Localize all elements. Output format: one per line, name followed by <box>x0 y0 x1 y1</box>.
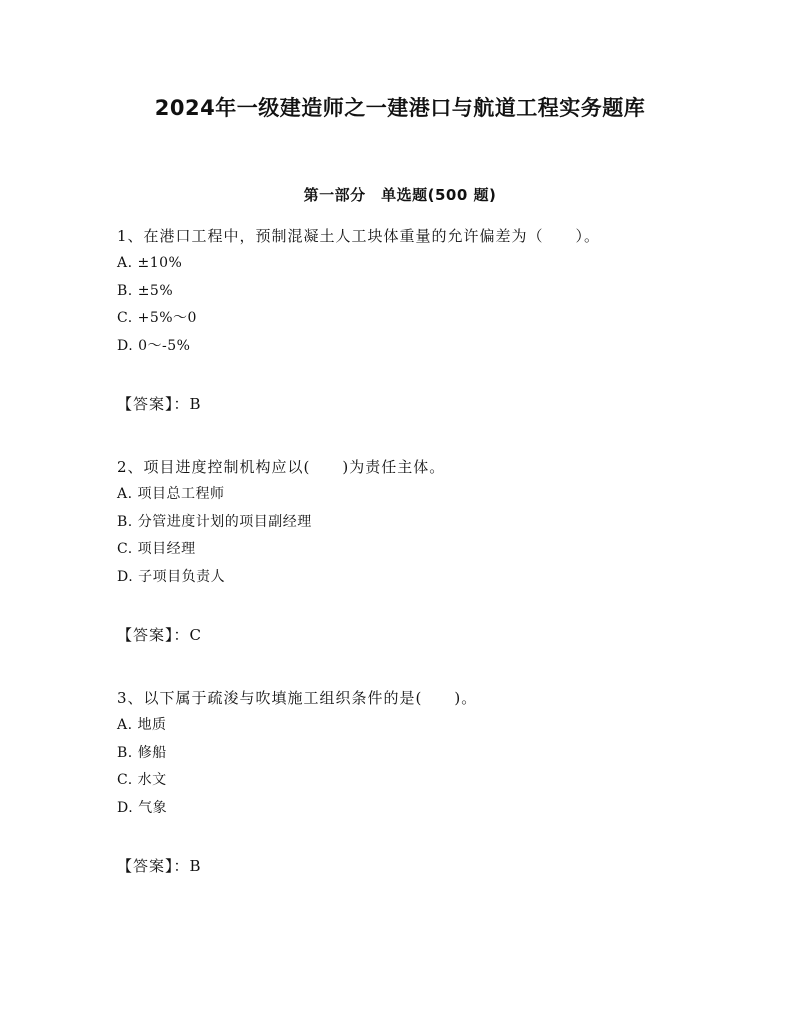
option-d: D. 子项目负责人 <box>117 568 226 585</box>
option-c: C. 项目经理 <box>117 541 196 557</box>
option-a: A. 项目总工程师 <box>117 486 225 502</box>
question-stem: 3、以下属于疏浚与吹填施工组织条件的是( )。 <box>117 689 478 707</box>
option-d: D. 气象 <box>117 799 168 816</box>
section-title: 第一部分 单选题(500 题) <box>303 186 497 204</box>
question-stem: 1、在港口工程中，预制混凝土人工块体重量的允许偏差为（ ）。 <box>117 227 601 245</box>
option-b: B. ±5% <box>117 282 174 299</box>
option-c: C. 水文 <box>117 772 167 788</box>
answer-line: 【答案】：B <box>117 857 202 875</box>
answer-line: 【答案】：C <box>117 626 202 644</box>
answer-line: 【答案】：B <box>117 395 202 413</box>
document-title: 2024年一级建造师之一建港口与航道工程实务题库 <box>154 96 646 120</box>
question-item <box>117 684 737 880</box>
question-item <box>117 453 737 649</box>
question-item <box>117 222 737 418</box>
option-d: D. 0～-5% <box>117 337 191 354</box>
option-a: A. ±10% <box>117 255 183 271</box>
option-b: B. 分管进度计划的项目副经理 <box>117 513 312 530</box>
option-c: C. +5%～0 <box>117 310 197 326</box>
option-a: A. 地质 <box>117 717 167 733</box>
question-stem: 2、项目进度控制机构应以( )为责任主体。 <box>117 458 446 476</box>
option-b: B. 修船 <box>117 744 167 761</box>
